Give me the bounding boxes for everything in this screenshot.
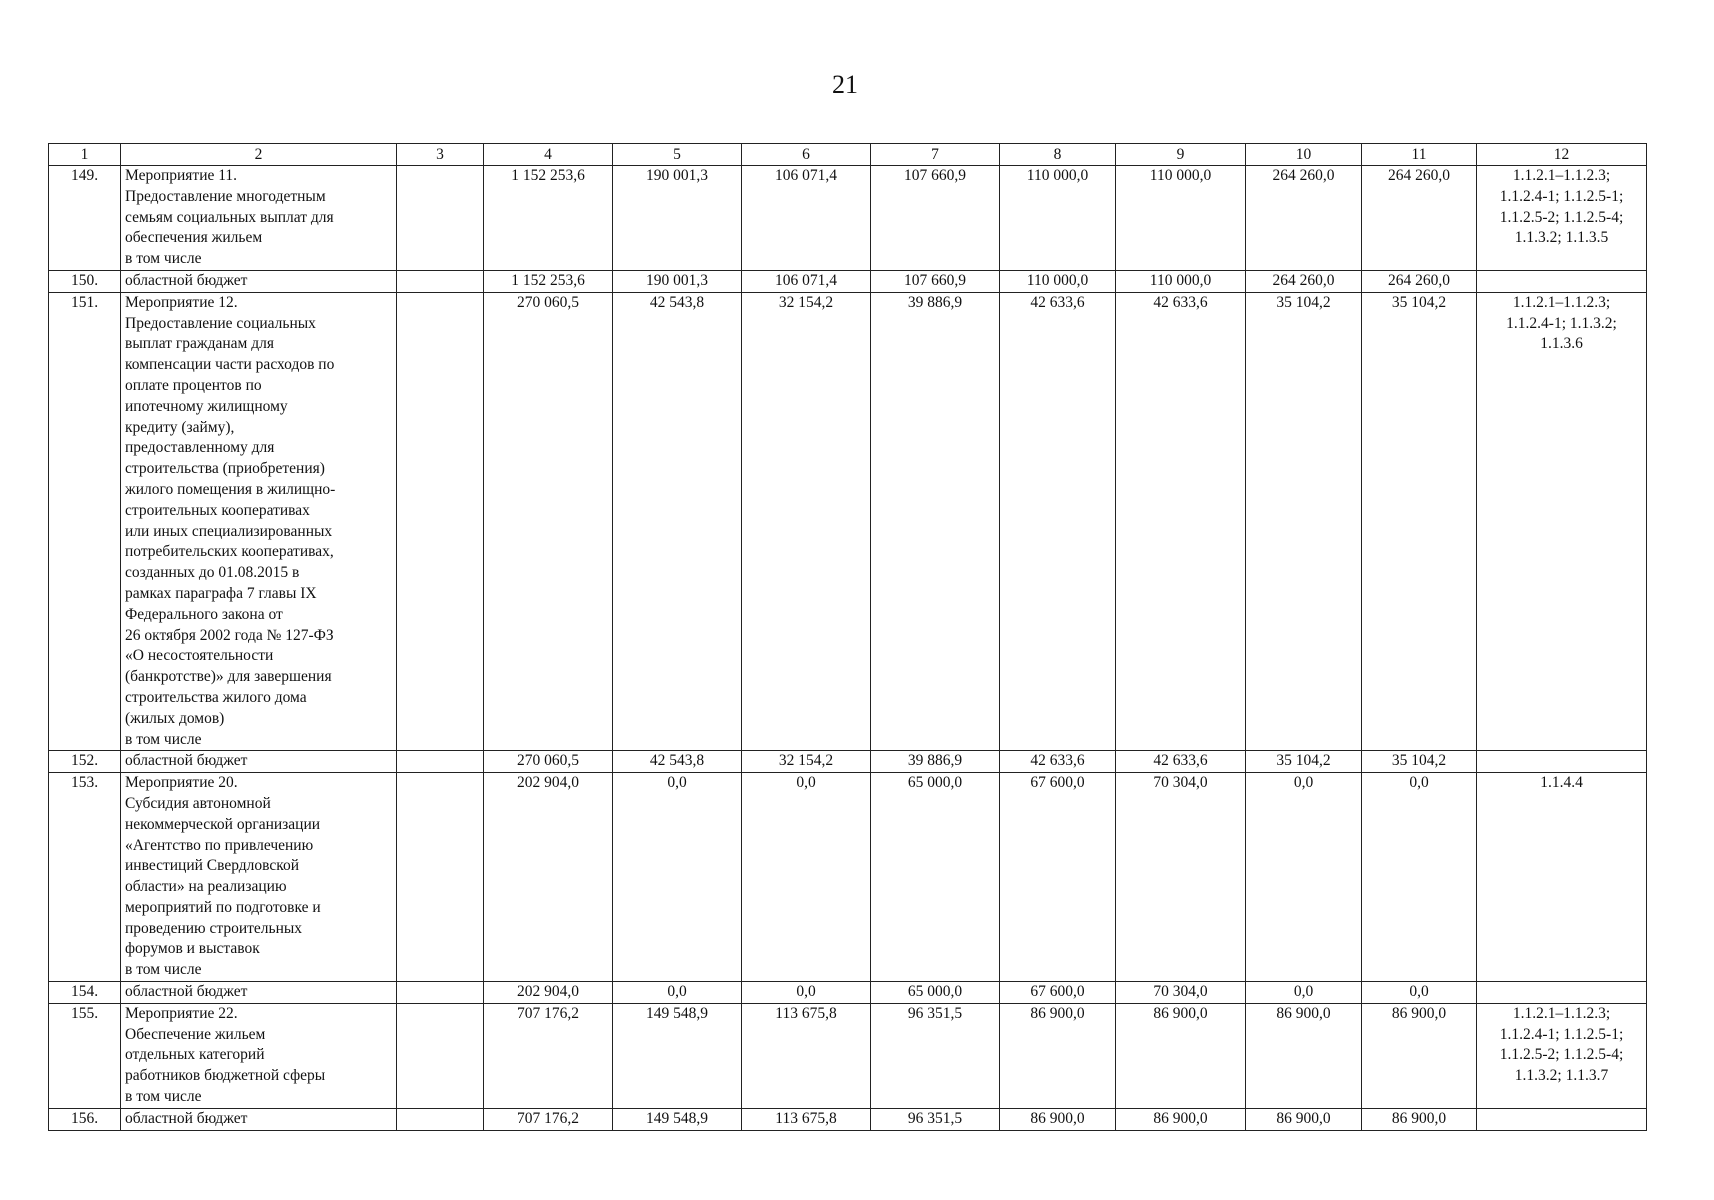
value-cell: 264 260,0 bbox=[1246, 166, 1362, 271]
table-row bbox=[49, 1003, 1647, 1108]
value-cell: 0,0 bbox=[1362, 773, 1477, 982]
value-cell: 0,0 bbox=[742, 982, 871, 1004]
value-cell: 42 633,6 bbox=[1000, 751, 1116, 773]
measure-name-line: в том числе bbox=[125, 961, 202, 979]
measure-name bbox=[121, 773, 397, 982]
row-number: 156. bbox=[49, 1108, 121, 1130]
measure-name-line: Мероприятие 20. bbox=[125, 774, 238, 792]
measure-name-line: инвестиций Свердловской bbox=[125, 857, 300, 875]
row-number: 152. bbox=[49, 751, 121, 773]
measure-name bbox=[121, 270, 397, 292]
table-row bbox=[49, 982, 1647, 1004]
measure-name-line: кредиту (займу), bbox=[125, 418, 235, 436]
value-cell: 1 152 253,6 bbox=[484, 166, 613, 271]
value-cell: 0,0 bbox=[1246, 773, 1362, 982]
value-cell: 39 886,9 bbox=[871, 751, 1000, 773]
column-3-cell bbox=[397, 751, 484, 773]
target-indicator-line: 1.1.2.4-1; 1.1.2.5-1; bbox=[1499, 187, 1624, 205]
measure-name-line: оплате процентов по bbox=[125, 376, 262, 394]
value-cell: 0,0 bbox=[742, 773, 871, 982]
value-cell: 107 660,9 bbox=[871, 166, 1000, 271]
measure-name-line: (жилых домов) bbox=[125, 709, 225, 727]
target-indicators bbox=[1477, 982, 1647, 1004]
value-cell: 86 900,0 bbox=[1000, 1003, 1116, 1108]
column-3-cell bbox=[397, 1003, 484, 1108]
value-cell: 39 886,9 bbox=[871, 292, 1000, 751]
measure-name-line: Мероприятие 11. bbox=[125, 167, 238, 184]
measure-name-line: в том числе bbox=[125, 250, 202, 268]
value-cell: 0,0 bbox=[613, 982, 742, 1004]
value-cell: 32 154,2 bbox=[742, 751, 871, 773]
value-cell: 86 900,0 bbox=[1116, 1108, 1246, 1130]
value-cell: 86 900,0 bbox=[1116, 1003, 1246, 1108]
measure-name-line: «О несостоятельности bbox=[125, 647, 274, 665]
value-cell: 707 176,2 bbox=[484, 1108, 613, 1130]
measure-name-line: строительства (приобретения) bbox=[125, 460, 325, 478]
value-cell: 35 104,2 bbox=[1246, 751, 1362, 773]
column-3-cell bbox=[397, 292, 484, 751]
column-header-6: 6 bbox=[742, 144, 871, 166]
value-cell: 65 000,0 bbox=[871, 982, 1000, 1004]
value-cell: 67 600,0 bbox=[1000, 773, 1116, 982]
measure-name-line: Субсидия автономной bbox=[125, 794, 271, 812]
measure-name-line: созданных до 01.08.2015 в bbox=[125, 564, 300, 582]
value-cell: 96 351,5 bbox=[871, 1003, 1000, 1108]
target-indicator-line: 1.1.2.1–1.1.2.3; bbox=[1512, 293, 1611, 311]
value-cell: 113 675,8 bbox=[742, 1003, 871, 1108]
measure-name-line: потребительских кооперативах, bbox=[125, 543, 334, 561]
header-row bbox=[49, 144, 1647, 166]
measure-name-line: работников бюджетной сферы bbox=[125, 1067, 326, 1085]
target-indicators bbox=[1477, 1108, 1647, 1130]
value-cell: 96 351,5 bbox=[871, 1108, 1000, 1130]
column-header-2: 2 bbox=[121, 144, 397, 166]
target-indicator-line: 1.1.2.4-1; 1.1.2.5-1; bbox=[1499, 1025, 1624, 1043]
row-number: 149. bbox=[49, 166, 121, 271]
measure-name-line: Предоставление социальных bbox=[125, 314, 316, 332]
value-cell: 202 904,0 bbox=[484, 773, 613, 982]
measure-name-line: Предоставление многодетным bbox=[125, 187, 326, 205]
target-indicators bbox=[1477, 270, 1647, 292]
value-cell: 65 000,0 bbox=[871, 773, 1000, 982]
value-cell: 86 900,0 bbox=[1246, 1003, 1362, 1108]
column-header-9: 9 bbox=[1116, 144, 1246, 166]
table-row bbox=[49, 773, 1647, 982]
value-cell: 70 304,0 bbox=[1116, 982, 1246, 1004]
value-cell: 0,0 bbox=[1246, 982, 1362, 1004]
target-indicator-line: 1.1.2.1–1.1.2.3; bbox=[1512, 167, 1611, 184]
value-cell: 264 260,0 bbox=[1362, 166, 1477, 271]
measure-name-line: областной бюджет bbox=[125, 752, 248, 770]
measure-name-line: семьям социальных выплат для bbox=[125, 208, 334, 226]
row-number: 155. bbox=[49, 1003, 121, 1108]
measure-name-line: ипотечному жилищному bbox=[125, 397, 288, 415]
table-row bbox=[49, 166, 1647, 271]
measure-name bbox=[121, 1108, 397, 1130]
column-3-cell bbox=[397, 982, 484, 1004]
measure-name-line: мероприятий по подготовке и bbox=[125, 898, 321, 916]
value-cell: 35 104,2 bbox=[1362, 292, 1477, 751]
value-cell: 106 071,4 bbox=[742, 270, 871, 292]
measure-name-line: выплат гражданам для bbox=[125, 335, 274, 353]
measure-name-line: проведению строительных bbox=[125, 919, 303, 937]
measure-name-line: в том числе bbox=[125, 1088, 202, 1106]
column-header-1: 1 bbox=[49, 144, 121, 166]
column-header-4: 4 bbox=[484, 144, 613, 166]
measure-name-line: области» на реализацию bbox=[125, 878, 287, 896]
column-header-7: 7 bbox=[871, 144, 1000, 166]
target-indicator-line: 1.1.3.2; 1.1.3.5 bbox=[1514, 229, 1609, 247]
row-number: 151. bbox=[49, 292, 121, 751]
value-cell: 42 633,6 bbox=[1000, 292, 1116, 751]
value-cell: 42 633,6 bbox=[1116, 751, 1246, 773]
measure-name-line: Обеспечение жильем bbox=[125, 1025, 266, 1043]
table-row bbox=[49, 751, 1647, 773]
budget-table bbox=[48, 143, 1647, 1131]
column-header-10: 10 bbox=[1246, 144, 1362, 166]
value-cell: 86 900,0 bbox=[1362, 1108, 1477, 1130]
value-cell: 0,0 bbox=[1362, 982, 1477, 1004]
column-header-12: 12 bbox=[1477, 144, 1647, 166]
measure-name-line: или иных специализированных bbox=[125, 522, 333, 540]
value-cell: 0,0 bbox=[613, 773, 742, 982]
target-indicator-line: 1.1.3.2; 1.1.3.7 bbox=[1514, 1067, 1609, 1085]
value-cell: 270 060,5 bbox=[484, 751, 613, 773]
target-indicators bbox=[1477, 1003, 1647, 1108]
measure-name-line: форумов и выставок bbox=[125, 940, 260, 958]
measure-name-line: 26 октября 2002 года № 127-ФЗ bbox=[125, 626, 334, 644]
value-cell: 1 152 253,6 bbox=[484, 270, 613, 292]
value-cell: 70 304,0 bbox=[1116, 773, 1246, 982]
table-row bbox=[49, 1108, 1647, 1130]
column-3-cell bbox=[397, 1108, 484, 1130]
measure-name-line: предоставленному для bbox=[125, 439, 275, 457]
value-cell: 707 176,2 bbox=[484, 1003, 613, 1108]
table-body bbox=[49, 166, 1647, 1131]
value-cell: 110 000,0 bbox=[1000, 166, 1116, 271]
value-cell: 35 104,2 bbox=[1362, 751, 1477, 773]
value-cell: 86 900,0 bbox=[1362, 1003, 1477, 1108]
value-cell: 110 000,0 bbox=[1116, 270, 1246, 292]
value-cell: 67 600,0 bbox=[1000, 982, 1116, 1004]
value-cell: 113 675,8 bbox=[742, 1108, 871, 1130]
value-cell: 264 260,0 bbox=[1362, 270, 1477, 292]
measure-name-line: жилого помещения в жилищно- bbox=[125, 480, 336, 498]
value-cell: 42 633,6 bbox=[1116, 292, 1246, 751]
value-cell: 264 260,0 bbox=[1246, 270, 1362, 292]
target-indicators bbox=[1477, 166, 1647, 271]
measure-name-line: компенсации части расходов по bbox=[125, 356, 335, 374]
row-number: 150. bbox=[49, 270, 121, 292]
value-cell: 35 104,2 bbox=[1246, 292, 1362, 751]
measure-name bbox=[121, 292, 397, 751]
measure-name-line: областной бюджет bbox=[125, 271, 248, 289]
value-cell: 110 000,0 bbox=[1000, 270, 1116, 292]
measure-name-line: Федерального закона от bbox=[125, 605, 283, 623]
measure-name-line: областной бюджет bbox=[125, 983, 248, 1001]
measure-name-line: строительства жилого дома bbox=[125, 688, 307, 706]
target-indicator-line: 1.1.2.4-1; 1.1.3.2; bbox=[1506, 314, 1617, 332]
column-header-3: 3 bbox=[397, 144, 484, 166]
target-indicator-line: 1.1.2.5-2; 1.1.2.5-4; bbox=[1499, 208, 1624, 226]
column-3-cell bbox=[397, 166, 484, 271]
value-cell: 190 001,3 bbox=[613, 270, 742, 292]
column-header-8: 8 bbox=[1000, 144, 1116, 166]
column-header-5: 5 bbox=[613, 144, 742, 166]
target-indicators bbox=[1477, 751, 1647, 773]
target-indicator-line: 1.1.4.4 bbox=[1540, 774, 1583, 792]
target-indicators bbox=[1477, 292, 1647, 751]
value-cell: 270 060,5 bbox=[484, 292, 613, 751]
value-cell: 86 900,0 bbox=[1000, 1108, 1116, 1130]
target-indicator-line: 1.1.2.1–1.1.2.3; bbox=[1512, 1004, 1611, 1022]
column-3-cell bbox=[397, 773, 484, 982]
measure-name-line: «Агентство по привлечению bbox=[125, 836, 314, 854]
measure-name-line: в том числе bbox=[125, 730, 202, 748]
value-cell: 149 548,9 bbox=[613, 1108, 742, 1130]
measure-name-line: отдельных категорий bbox=[125, 1046, 265, 1064]
target-indicator-line: 1.1.2.5-2; 1.1.2.5-4; bbox=[1499, 1046, 1624, 1064]
target-indicator-line: 1.1.3.6 bbox=[1540, 335, 1583, 353]
row-number: 154. bbox=[49, 982, 121, 1004]
value-cell: 32 154,2 bbox=[742, 292, 871, 751]
value-cell: 107 660,9 bbox=[871, 270, 1000, 292]
measure-name-line: областной бюджет bbox=[125, 1109, 248, 1127]
target-indicators bbox=[1477, 773, 1647, 982]
measure-name-line: Мероприятие 22. bbox=[125, 1004, 238, 1022]
column-3-cell bbox=[397, 270, 484, 292]
measure-name bbox=[121, 982, 397, 1004]
value-cell: 110 000,0 bbox=[1116, 166, 1246, 271]
measure-name-line: (банкротстве)» для завершения bbox=[125, 668, 332, 686]
measure-name-line: некоммерческой организации bbox=[125, 815, 321, 833]
measure-name-line: обеспечения жильем bbox=[125, 229, 263, 247]
page-number: 21 bbox=[832, 70, 858, 99]
table-row bbox=[49, 270, 1647, 292]
value-cell: 149 548,9 bbox=[613, 1003, 742, 1108]
value-cell: 202 904,0 bbox=[484, 982, 613, 1004]
value-cell: 42 543,8 bbox=[613, 751, 742, 773]
value-cell: 106 071,4 bbox=[742, 166, 871, 271]
column-header-11: 11 bbox=[1362, 144, 1477, 166]
measure-name-line: рамках параграфа 7 главы IX bbox=[125, 584, 317, 602]
value-cell: 42 543,8 bbox=[613, 292, 742, 751]
measure-name bbox=[121, 751, 397, 773]
table-row bbox=[49, 292, 1647, 751]
measure-name bbox=[121, 1003, 397, 1108]
measure-name-line: строительных кооперативах bbox=[125, 501, 310, 519]
value-cell: 86 900,0 bbox=[1246, 1108, 1362, 1130]
row-number: 153. bbox=[49, 773, 121, 982]
measure-name bbox=[121, 166, 397, 271]
measure-name-line: Мероприятие 12. bbox=[125, 293, 238, 311]
value-cell: 190 001,3 bbox=[613, 166, 742, 271]
